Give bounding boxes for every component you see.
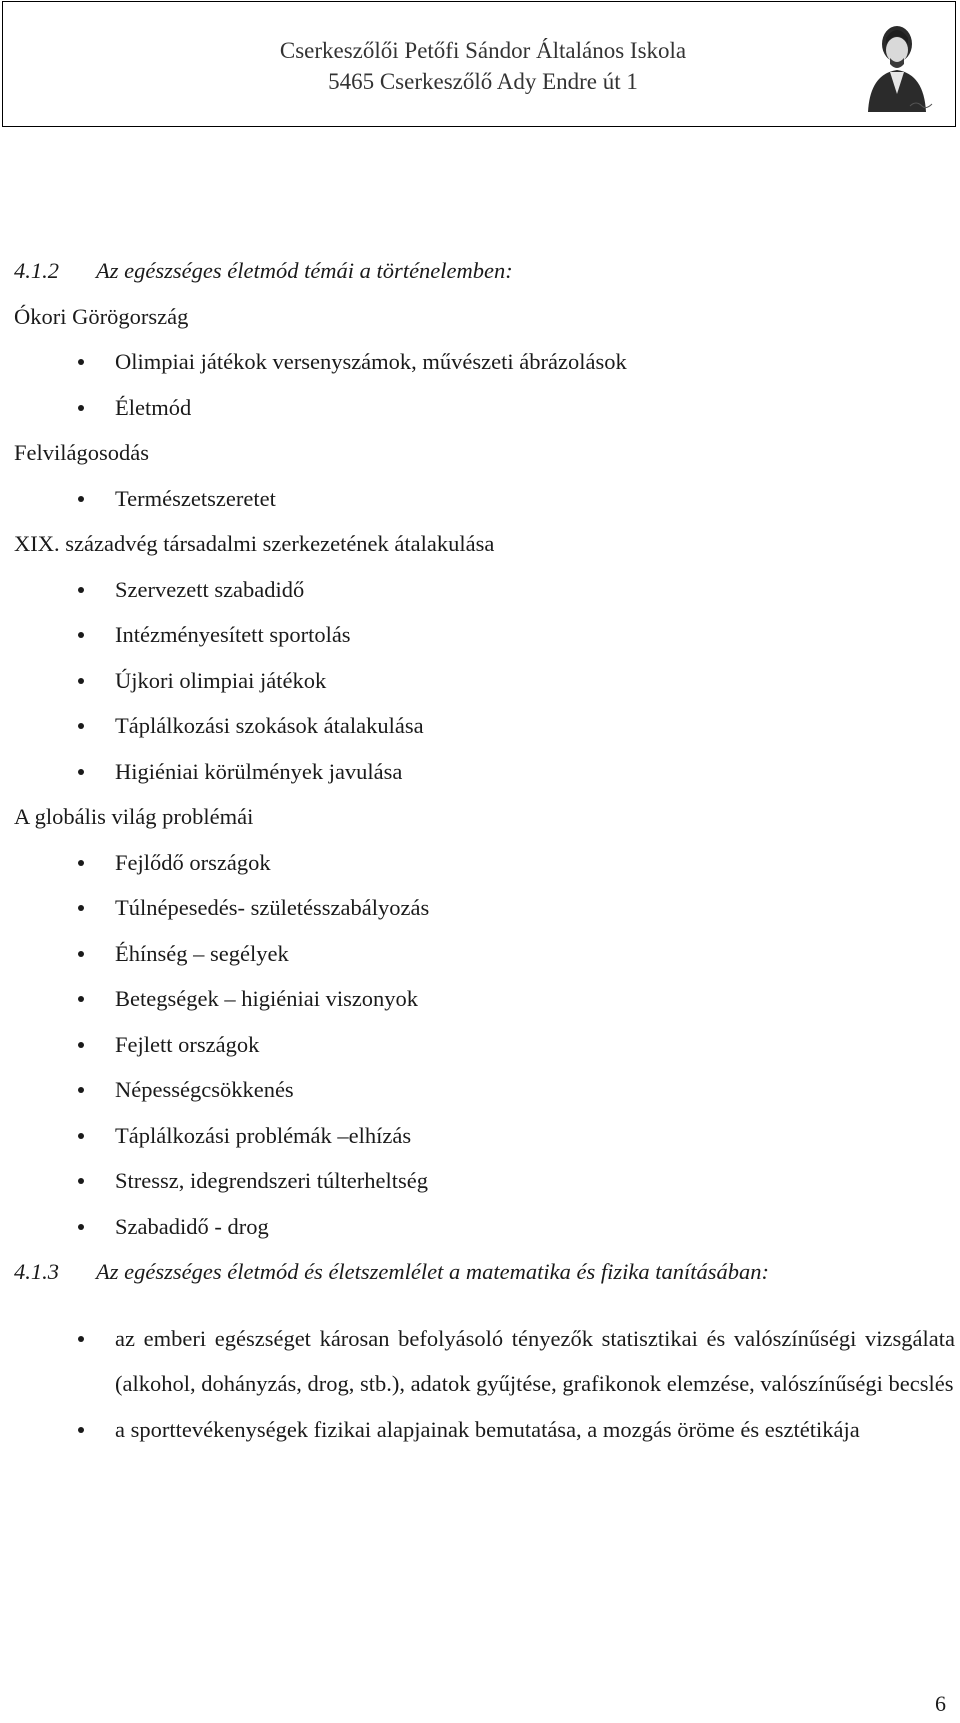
bullet-icon [78,1042,84,1048]
list-item: az emberi egészséget károsan befolyásoló tényezők statisztikai és valószínűségi vizsgálata (alkohol, dohányzás, drog, stb.), adatok gyűjtése, grafikonok elemzése, valószínűségi becslés [14,1316,944,1407]
bullet-icon [78,723,84,729]
list-item: Betegségek – higiéniai viszonyok [14,976,944,1022]
list-item: Szabadidő - drog [14,1204,944,1250]
bullet-icon [78,1087,84,1093]
portrait-logo [850,14,945,116]
page-number: 6 [935,1691,946,1716]
list-item: a sporttevékenységek fizikai alapjainak bemutatása, a mozgás öröme és esztétikája [14,1407,944,1453]
list-item: Táplálkozási problémák –elhízás [14,1113,944,1159]
bullet-icon [78,996,84,1002]
bullet-icon [78,587,84,593]
list-item: Fejlett országok [14,1022,944,1068]
list-item: Szervezett szabadidő [14,567,944,613]
group-title: Felvilágosodás [14,440,149,465]
group-title: XIX. századvég társadalmi szerkezetének átalakulása [14,531,495,556]
list-item: Túlnépesedés- születésszabályozás [14,885,944,931]
group-title: A globális világ problémái [14,804,254,829]
list-item: Éhínség – segélyek [14,931,944,977]
school-name: Cserkeszőlői Petőfi Sándor Általános Iskola [279,38,687,63]
list-item: Olimpiai játékok versenyszámok, művészeti ábrázolások [14,339,944,385]
section-title: Az egészséges életmód témái a történelemben: [96,258,513,283]
list-item: Természetszeretet [14,476,944,522]
bullet-icon [78,405,84,411]
document-body [14,248,955,1452]
list-item: Táplálkozási szokások átalakulása [14,703,944,749]
list-item: Népességcsökkenés [14,1067,944,1113]
list-item: Fejlődő országok [14,840,944,886]
list-item: Életmód [14,385,944,431]
school-address: 5465 Cserkeszőlő Ady Endre út 1 [328,69,638,94]
page-header [2,1,956,127]
bullet-icon [78,1427,84,1433]
group-title: Ókori Görögország [14,303,189,329]
list-item: Stressz, idegrendszeri túlterheltség [14,1158,944,1204]
bullet-icon [78,678,84,684]
list-item: Higiéniai körülmények javulása [14,749,944,795]
bullet-icon [78,860,84,866]
bullet-icon [78,359,84,365]
section-number: 4.1.3 [14,1259,59,1284]
section-title: Az egészséges életmód és életszemlélet a matematika és fizika tanításában: [96,1259,769,1284]
header-text [203,35,763,97]
list-item: Újkori olimpiai játékok [14,658,944,704]
bullet-icon [78,1224,84,1230]
section-heading-412 [14,248,944,294]
bullet-icon [78,951,84,957]
section-heading-413 [14,1249,944,1295]
bullet-icon [78,1336,84,1342]
list-item: Intézményesített sportolás [14,612,944,658]
section-number: 4.1.2 [14,258,59,283]
spacer [14,1295,944,1316]
bullet-icon [78,1133,84,1139]
bullet-icon [78,905,84,911]
bullet-icon [78,496,84,502]
bullet-icon [78,769,84,775]
bullet-icon [78,1178,84,1184]
bullet-icon [78,632,84,638]
